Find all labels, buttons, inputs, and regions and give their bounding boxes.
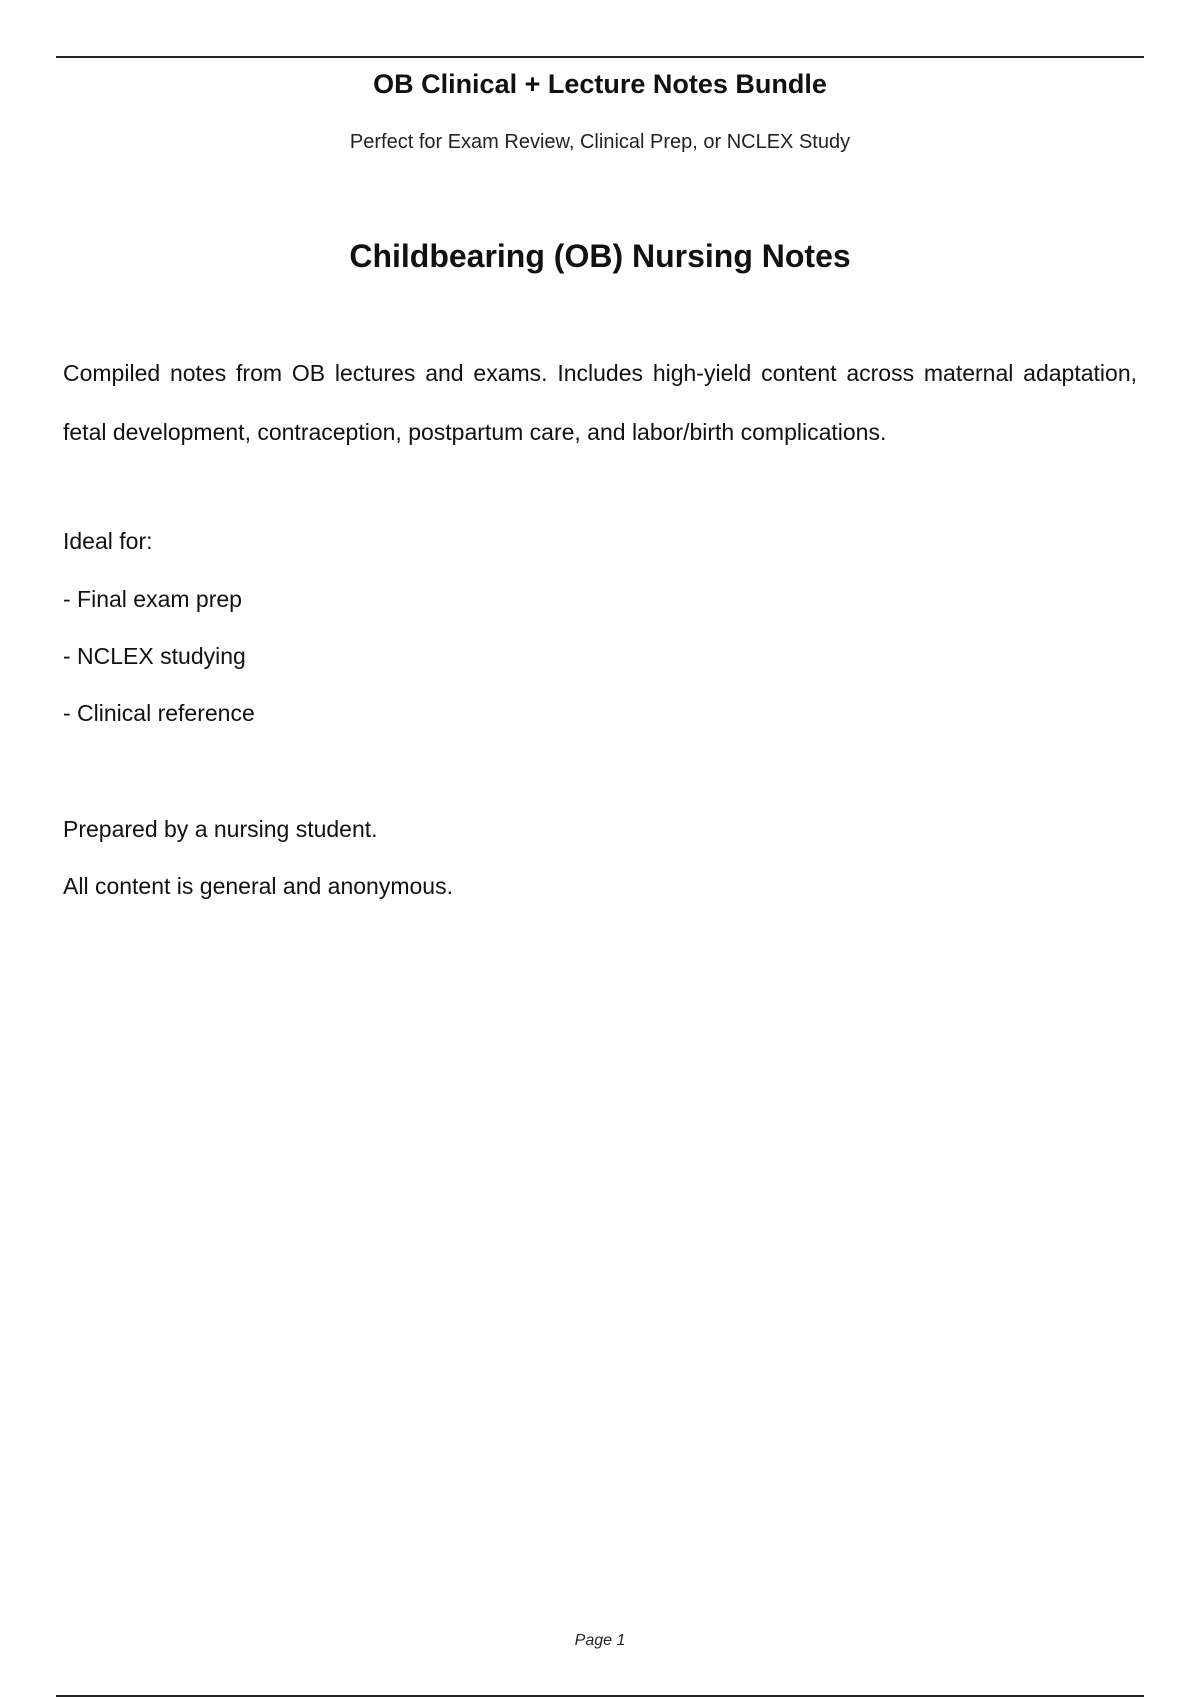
list-item: - NCLEX studying [63,643,246,669]
ideal-for-list [63,584,255,755]
page-number: Page 1 [574,1632,626,1649]
ideal-for-label: Ideal for: [63,528,153,554]
document-title: Childbearing (OB) Nursing Notes [349,238,851,274]
bottom-divider [56,1695,1144,1697]
disclaimer-text: All content is general and anonymous. [63,873,453,899]
prepared-by-text: Prepared by a nursing student. [63,816,378,842]
bundle-title: OB Clinical + Lecture Notes Bundle [373,69,827,99]
top-divider [56,56,1144,58]
bundle-subtitle: Perfect for Exam Review, Clinical Prep, or NCLEX Study [349,131,851,153]
list-item: - Final exam prep [63,586,242,612]
list-item: - Clinical reference [63,700,255,726]
intro-paragraph: Compiled notes from OB lectures and exams. Includes high-yield content across maternal adaptation, fetal development, contraception, postpartum care, and labor/birth complications. [63,360,1137,445]
